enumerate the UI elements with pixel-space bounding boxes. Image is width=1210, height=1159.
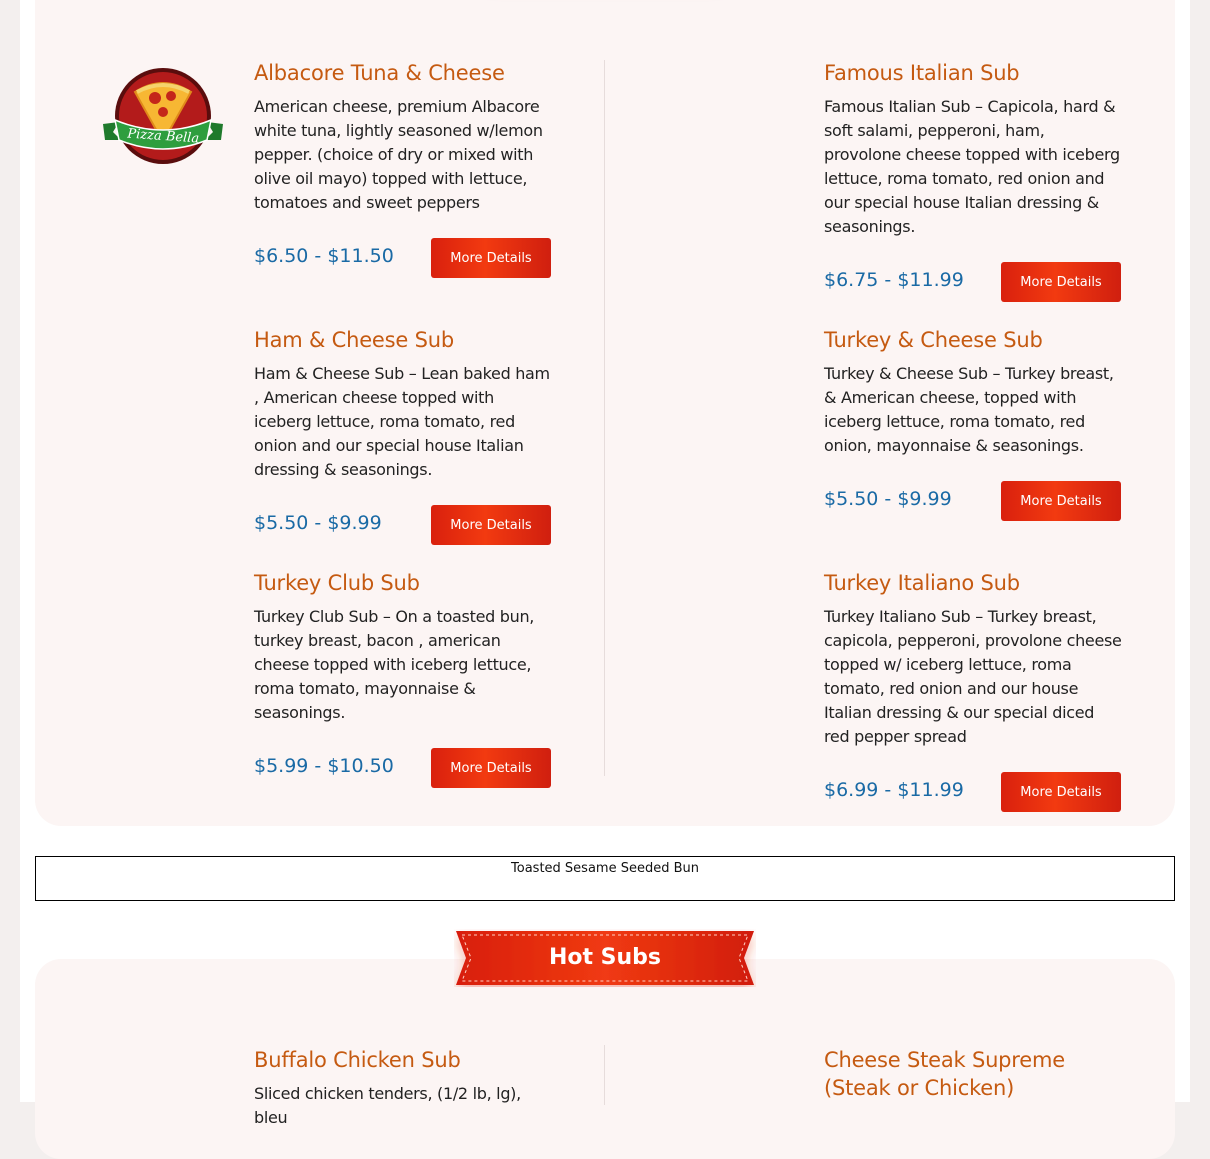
more-details-button[interactable]: More Details <box>431 748 551 788</box>
section-heading: Hot Subs <box>548 945 662 970</box>
item-title: Famous Italian Sub <box>824 61 1020 85</box>
hot-subs-ribbon <box>454 929 756 987</box>
column-divider <box>604 1045 605 1105</box>
column-divider <box>604 60 605 776</box>
price-row <box>824 481 1124 521</box>
menu-item <box>254 569 554 788</box>
bun-note-box <box>35 856 1175 901</box>
price-row <box>254 748 554 788</box>
more-details-button[interactable]: More Details <box>1001 481 1121 521</box>
item-title: Albacore Tuna & Cheese <box>254 61 505 85</box>
item-description: Famous Italian Sub – Capicola, hard & soft salami, pepperoni, ham, provolone cheese topped with iceberg lettuce, roma tomato, red onion and our special house Italian dressing & seasonings. <box>824 97 1120 236</box>
price-row <box>254 505 554 545</box>
menu-item <box>824 326 1124 521</box>
item-title: Buffalo Chicken Sub <box>254 1048 461 1072</box>
item-description: Turkey Italiano Sub – Turkey breast, capicola, pepperoni, provolone cheese topped w/ iceberg lettuce, roma tomato, red onion and our house Italian dressing & our special diced red pepper spread <box>824 607 1122 746</box>
more-details-button[interactable]: More Details <box>1001 262 1121 302</box>
item-title: Turkey Club Sub <box>254 571 420 595</box>
more-details-button[interactable]: More Details <box>431 238 551 278</box>
logo-text: Pizza Bella <box>126 126 200 147</box>
price-row <box>824 262 1124 302</box>
menu-item <box>254 326 554 545</box>
menu-item <box>824 1046 1114 1102</box>
item-price: $6.99 - $11.99 <box>824 779 964 801</box>
price-row <box>254 238 554 278</box>
item-price: $5.50 - $9.99 <box>254 512 382 534</box>
item-price: $5.99 - $10.50 <box>254 755 394 777</box>
item-title: Ham & Cheese Sub <box>254 328 454 352</box>
item-title: Cheese Steak Supreme (Steak or Chicken) <box>824 1048 1065 1100</box>
page <box>20 0 1190 1127</box>
item-price: $6.50 - $11.50 <box>254 245 394 267</box>
pizza-bella-logo <box>103 66 223 170</box>
item-description: American cheese, premium Albacore white tuna, lightly seasoned w/lemon pepper. (choice of dry or mixed with olive oil mayo) topped with lettuce, tomatoes and sweet peppers <box>254 97 543 212</box>
item-price: $5.50 - $9.99 <box>824 488 952 510</box>
item-title: Turkey & Cheese Sub <box>824 328 1043 352</box>
item-title: Turkey Italiano Sub <box>824 571 1020 595</box>
more-details-button[interactable]: More Details <box>1001 772 1121 812</box>
item-description: Ham & Cheese Sub – Lean baked ham , American cheese topped with iceberg lettuce, roma tomato, red onion and our special house Italian dressing & seasonings. <box>254 364 550 479</box>
item-description: Turkey & Cheese Sub – Turkey breast, & American cheese, topped with iceberg lettuce, roma tomato, red onion, mayonnaise & seasonings. <box>824 364 1114 455</box>
menu-item <box>824 59 1124 302</box>
item-description: Sliced chicken tenders, (1/2 lb, lg), bleu <box>254 1084 521 1127</box>
menu-item <box>254 1046 554 1130</box>
bun-note: Toasted Sesame Seeded Bun <box>511 861 699 876</box>
price-row <box>824 772 1124 812</box>
menu-item <box>254 59 554 278</box>
item-description: Turkey Club Sub – On a toasted bun, turkey breast, bacon , american cheese topped with iceberg lettuce, roma tomato, mayonnaise & seasonings. <box>254 607 535 722</box>
item-price: $6.75 - $11.99 <box>824 269 964 291</box>
menu-item <box>824 569 1124 812</box>
more-details-button[interactable]: More Details <box>431 505 551 545</box>
